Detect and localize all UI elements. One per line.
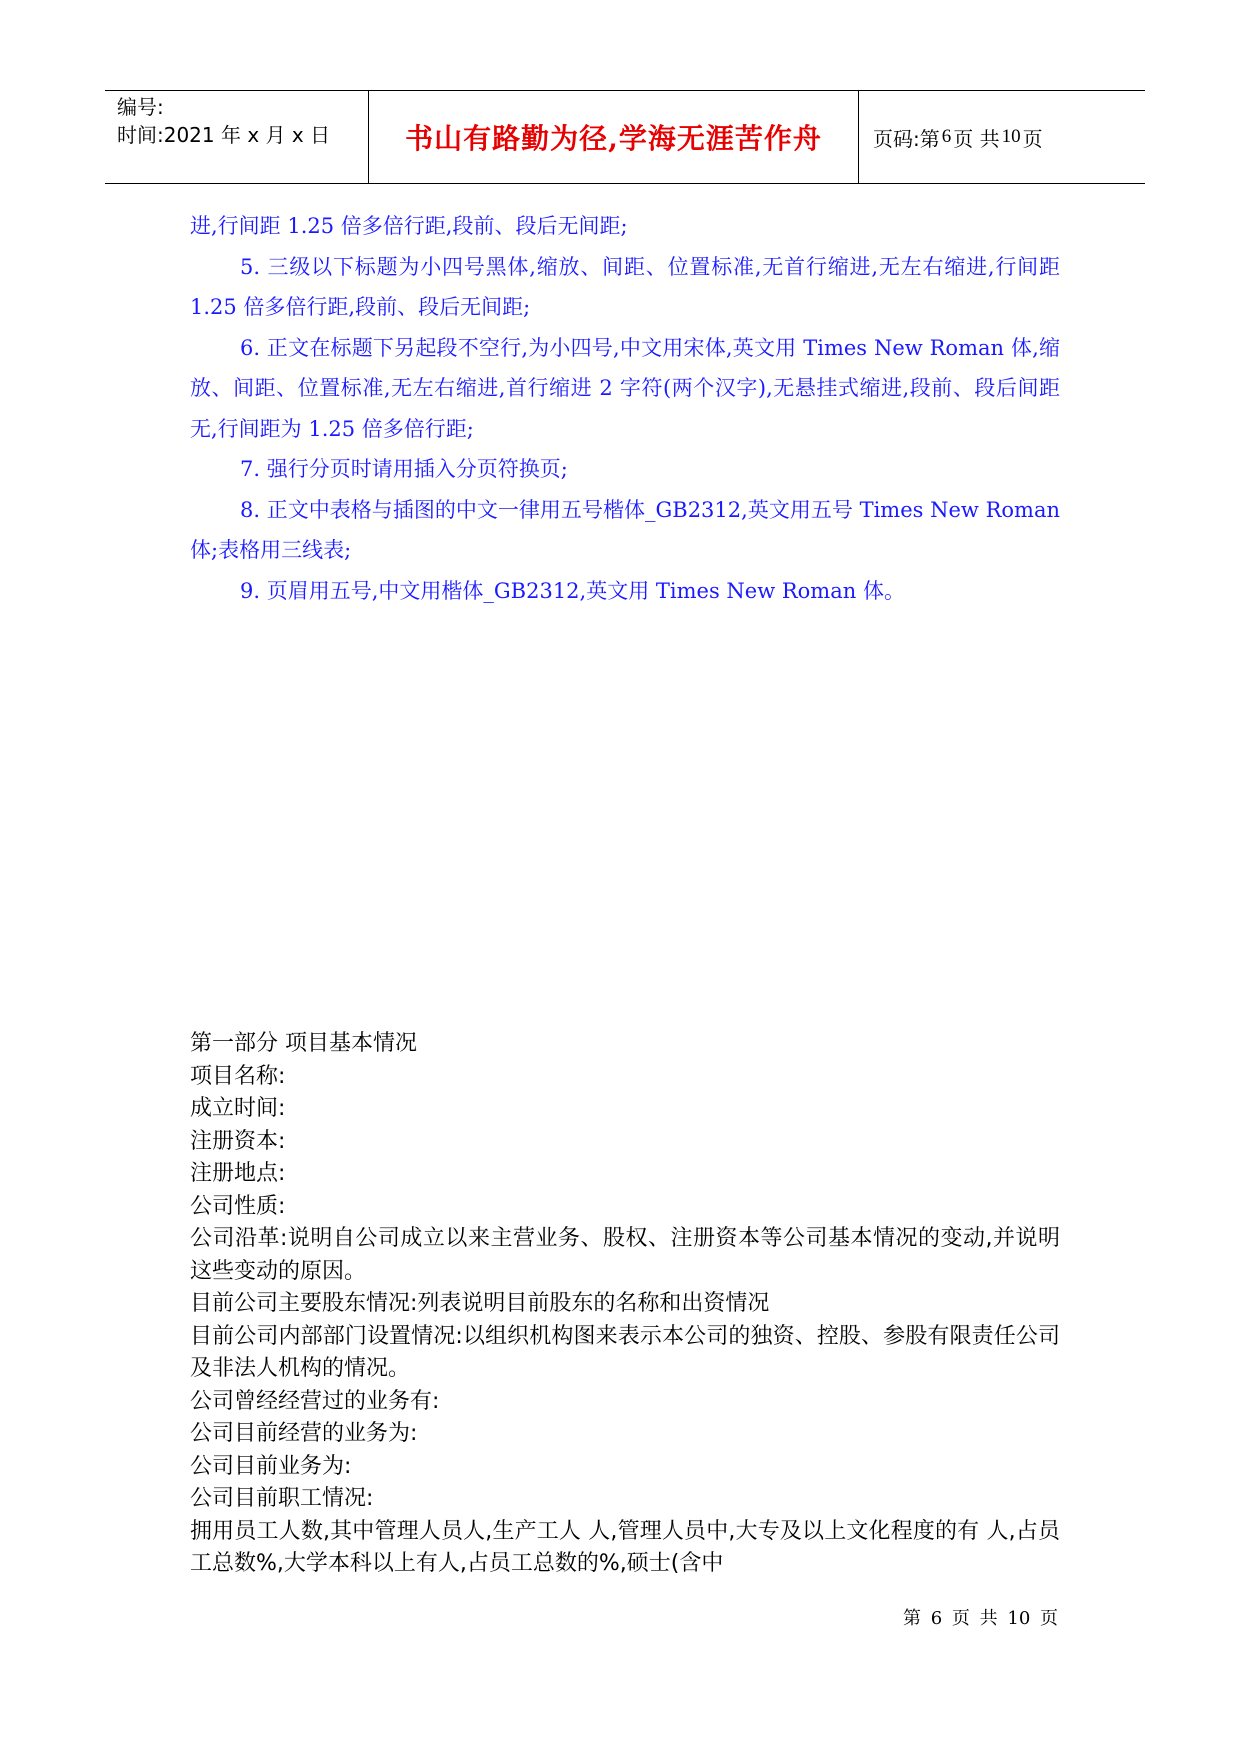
page-suffix: 页: [1022, 126, 1043, 151]
section-title: 第一部分 项目基本情况: [190, 1031, 417, 1056]
body-line: 注册地点:: [190, 1161, 286, 1186]
project-basic-info: [190, 1028, 1060, 1581]
page-header: [105, 90, 1145, 184]
body-line: 公司沿革:说明自公司成立以来主营业务、股权、注册资本等公司基本情况的变动,并说明这些变动的原因。: [190, 1226, 1060, 1284]
document-time-label: 时间:2021 年 x 月 x 日: [117, 123, 331, 147]
body-line: 目前公司主要股东情况:列表说明目前股东的名称和出资情况: [190, 1291, 770, 1316]
body-line: 公司目前职工情况:: [190, 1486, 374, 1511]
formatting-guidelines: [190, 206, 1060, 611]
guideline-item: 进,行间距 1.25 倍多倍行距,段前、段后无间距;: [190, 214, 628, 238]
guideline-item: 7. 强行分页时请用插入分页符换页;: [240, 457, 568, 481]
guideline-item: 6. 正文在标题下另起段不空行,为小四号,中文用宋体,英文用 Times New Roman 体,缩放、间距、位置标准,无左右缩进,首行缩进 2 字符(两个汉字),无悬挂式缩进,段前、段后间距无,行间距为 1.25 倍多倍行距;: [190, 335, 1060, 441]
body-line: 拥用员工人数,其中管理人员人,生产工人 人,管理人员中,大专及以上文化程度的有 人,占员工总数%,大学本科以上有人,占员工总数的%,硕士(含中: [190, 1518, 1060, 1576]
body-line: 公司目前经营的业务为:: [190, 1421, 418, 1446]
guideline-item: 8. 正文中表格与插图的中文一律用五号楷体_GB2312,英文用五号 Times New Roman 体;表格用三线表;: [190, 497, 1060, 562]
body-line: 公司曾经经营过的业务有:: [190, 1388, 440, 1414]
page-prefix: 页码:第: [873, 126, 940, 151]
document-number-label: 编号:: [117, 95, 164, 119]
body-line: 公司目前业务为:: [190, 1453, 352, 1479]
page-mid: 页 共: [953, 126, 1000, 151]
body-line: 成立时间:: [190, 1096, 286, 1121]
body-line: 目前公司内部部门设置情况:以组织机构图来表示本公司的独资、控股、参股有限责任公司及非法人机构的情况。: [190, 1323, 1060, 1381]
body-line: 项目名称:: [190, 1063, 286, 1089]
page-total: 10: [1001, 126, 1021, 147]
page-current: 6: [941, 126, 952, 147]
header-page-info: [859, 91, 1145, 183]
body-line: 公司性质:: [190, 1193, 286, 1219]
guideline-item: 9. 页眉用五号,中文用楷体_GB2312,英文用 Times New Roman 体。: [240, 578, 905, 603]
header-motto: 书山有路勤为径,学海无涯苦作舟: [369, 91, 859, 183]
body-line: 注册资本:: [190, 1128, 286, 1154]
page-footer: 第 6 页 共 10 页: [903, 1608, 1058, 1629]
guideline-item: 5. 三级以下标题为小四号黑体,缩放、间距、位置标准,无首行缩进,无左右缩进,行间距 1.25 倍多倍行距,段前、段后无间距;: [190, 254, 1060, 319]
header-info-cell: [105, 91, 369, 183]
